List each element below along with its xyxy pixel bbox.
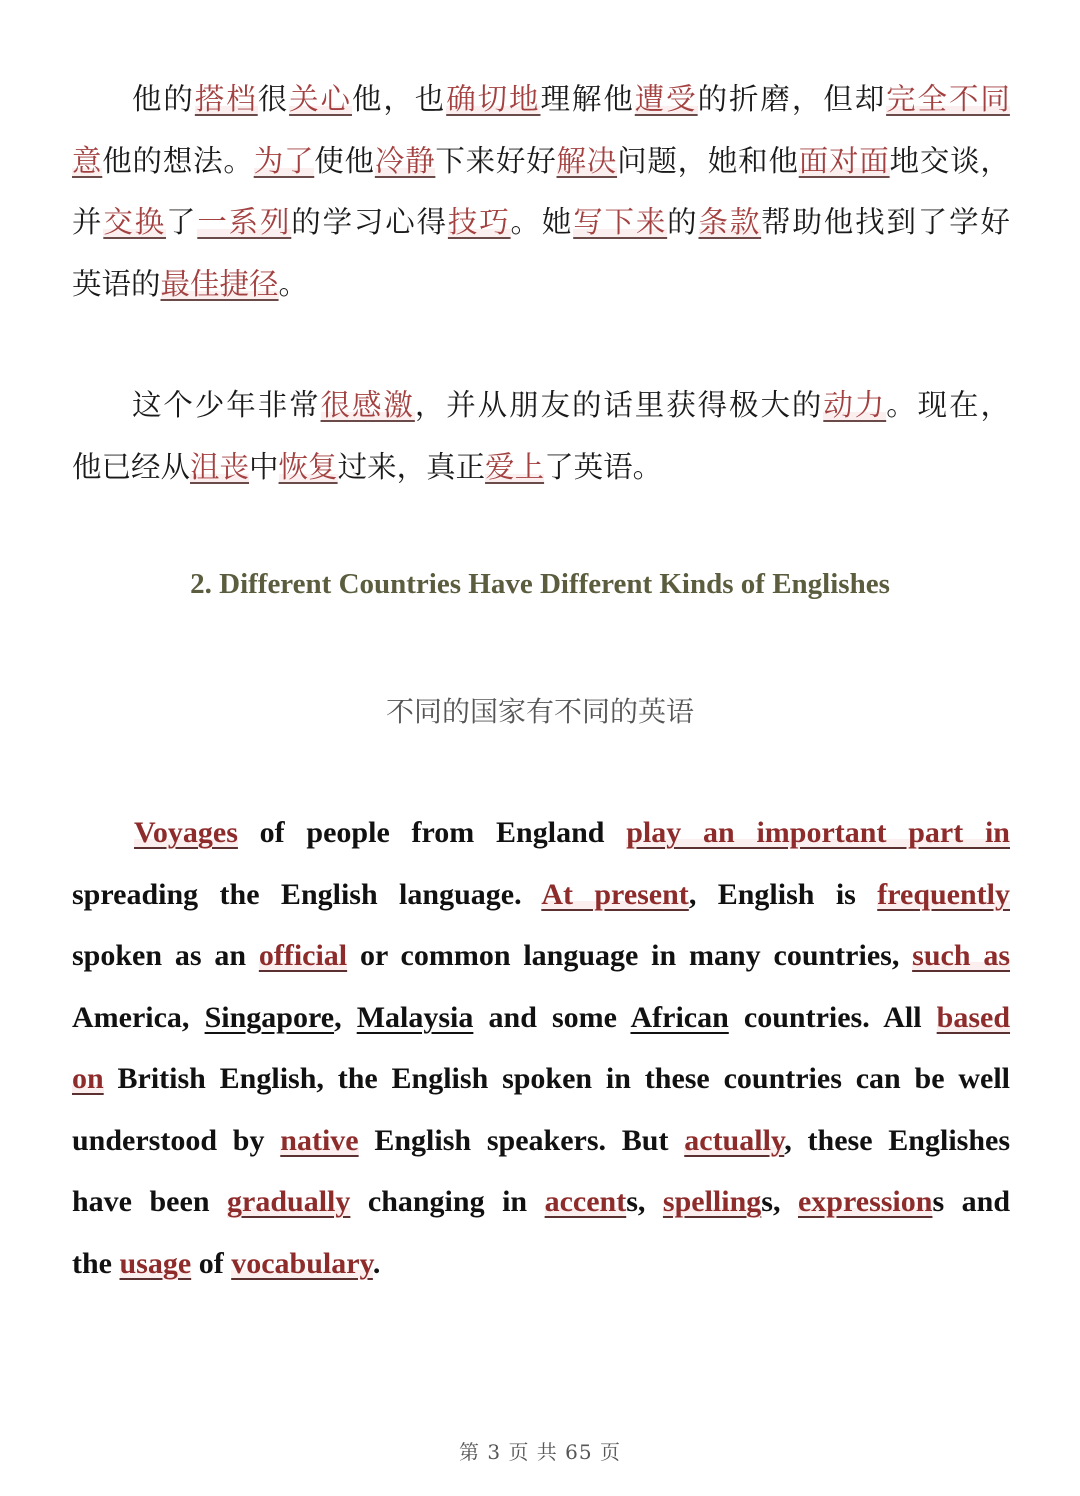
- text-line: [72, 802, 1010, 864]
- text-segment: 了: [165, 205, 198, 239]
- text-line: [72, 864, 1010, 926]
- text-segment: 了英语。: [544, 449, 663, 484]
- highlighted-term: vocabulary: [231, 1246, 373, 1280]
- text-segment: 中: [249, 449, 279, 484]
- text-segment: 理解他: [540, 82, 635, 116]
- highlighted-term: frequently: [877, 877, 1011, 911]
- highlighted-term: expression: [797, 1185, 933, 1218]
- text-segment: 的: [667, 205, 699, 239]
- text-line: [72, 925, 1010, 987]
- highlighted-term: 沮丧: [190, 449, 250, 484]
- text-line: [72, 1110, 1010, 1172]
- highlighted-term: 一系列: [197, 205, 292, 239]
- highlighted-term: 为了: [253, 143, 315, 178]
- text-segment: of people from England: [237, 816, 627, 849]
- highlighted-term: based: [936, 1000, 1011, 1034]
- text-line: [72, 131, 1010, 193]
- text-segment: .: [372, 1246, 381, 1280]
- highlighted-term: 遭受: [634, 82, 698, 116]
- text-line: [72, 1171, 1010, 1233]
- text-segment: , English is: [688, 877, 878, 911]
- text-segment: changing in: [350, 1185, 545, 1218]
- text-segment: 下来好好: [435, 143, 557, 178]
- english-paragraph: [72, 802, 1010, 1294]
- highlighted-term: 条款: [698, 205, 762, 239]
- text-segment: 很: [257, 82, 290, 116]
- highlighted-term: 解决: [556, 143, 618, 178]
- text-segment: s,: [626, 1185, 663, 1218]
- highlighted-term: 技巧: [447, 205, 511, 239]
- chinese-paragraph-2: [72, 375, 1010, 498]
- highlighted-term: on: [72, 1062, 104, 1095]
- text-line: [72, 437, 1010, 499]
- highlighted-term: 关心: [289, 82, 352, 116]
- text-segment: 。: [278, 266, 309, 301]
- highlighted-term: accent: [544, 1185, 627, 1218]
- text-segment: the: [72, 1246, 120, 1280]
- highlighted-term: At present: [541, 877, 689, 911]
- text-segment: understood by: [72, 1123, 281, 1157]
- highlighted-term: 面对面: [798, 143, 890, 178]
- text-segment: have been: [72, 1185, 228, 1218]
- text-segment: ，并从朋友的话里获得极大的: [414, 388, 824, 422]
- highlighted-term: 确切地: [446, 82, 541, 116]
- highlighted-term: 交换: [103, 205, 166, 239]
- text-segment: 地交谈，: [889, 143, 1010, 178]
- highlighted-term: 很感激: [320, 388, 415, 422]
- highlighted-term: 恢复: [278, 449, 338, 484]
- highlighted-term: gradually: [227, 1185, 351, 1218]
- text-segment: America,: [72, 1000, 205, 1034]
- highlighted-term: Voyages: [134, 816, 238, 849]
- text-segment: or common language in many countries,: [347, 939, 913, 972]
- text-line: [72, 69, 1010, 131]
- text-segment: 帮助他找到了学好: [761, 205, 1010, 239]
- highlighted-term: 搭档: [194, 82, 258, 116]
- text-line: [72, 1233, 1010, 1295]
- text-line: [72, 375, 1010, 437]
- text-segment: of: [191, 1246, 232, 1280]
- text-segment: and some: [473, 1000, 631, 1034]
- highlighted-term: spelling: [662, 1185, 762, 1218]
- text-segment: British English, the English spoken in these countries can be well: [103, 1062, 1010, 1095]
- highlighted-term: actually: [684, 1123, 785, 1157]
- text-segment: 。她: [510, 205, 574, 239]
- text-segment: 这个少年非常: [132, 388, 321, 422]
- text-segment: 他已经从: [72, 449, 191, 484]
- text-line: [72, 192, 1010, 254]
- section-title: 2. Different Countries Have Different Kinds of Englishes: [190, 568, 890, 600]
- highlighted-term: play an important part in: [626, 816, 1010, 849]
- text-segment: s and: [932, 1185, 1010, 1218]
- chinese-paragraph-1: [72, 69, 1010, 315]
- text-segment: s,: [761, 1185, 798, 1218]
- highlighted-term: usage: [119, 1246, 192, 1280]
- text-segment: spoken as an: [72, 939, 259, 972]
- text-segment: 使他: [314, 143, 375, 178]
- text-segment: spreading the English language.: [72, 877, 542, 911]
- highlighted-term: native: [280, 1123, 359, 1157]
- text-segment: 问题，她和他: [617, 143, 799, 178]
- highlighted-term: official: [258, 939, 348, 972]
- text-segment: 并: [72, 205, 104, 239]
- highlighted-term: 写下来: [573, 205, 668, 239]
- highlighted-term: 最佳捷径: [160, 266, 279, 301]
- section-subtitle: 不同的国家有不同的英语: [385, 695, 694, 728]
- highlighted-term: such as: [912, 939, 1010, 972]
- highlighted-term: 冷静: [374, 143, 436, 178]
- text-segment: 的折磨，但却: [697, 82, 887, 116]
- highlighted-term: 动力: [823, 388, 887, 422]
- text-segment: ,: [334, 1000, 357, 1034]
- text-segment: 过来，真正: [337, 449, 486, 484]
- highlighted-term: 完全不同: [886, 82, 1010, 116]
- highlighted-term: 爱上: [485, 449, 545, 484]
- text-line: [72, 987, 1010, 1049]
- underlined-term: Malaysia: [356, 1000, 474, 1034]
- underlined-term: African: [630, 1000, 729, 1034]
- text-segment: 英语的: [72, 266, 161, 301]
- underlined-term: Singapore: [204, 1000, 335, 1034]
- text-segment: 他的想法。: [102, 143, 254, 178]
- text-segment: countries. All: [728, 1000, 937, 1034]
- text-segment: 他的: [132, 82, 195, 116]
- text-line: [72, 254, 1010, 316]
- text-segment: , these Englishes: [784, 1123, 1010, 1157]
- text-segment: 。现在，: [886, 388, 1010, 422]
- highlighted-term: 意: [72, 143, 103, 178]
- text-segment: 他，也: [351, 82, 447, 116]
- page-footer: 第 3 页 共 65 页: [459, 1440, 621, 1464]
- text-line: [72, 1048, 1010, 1110]
- text-segment: English speakers. But: [358, 1123, 685, 1157]
- text-segment: 的学习心得: [291, 205, 448, 239]
